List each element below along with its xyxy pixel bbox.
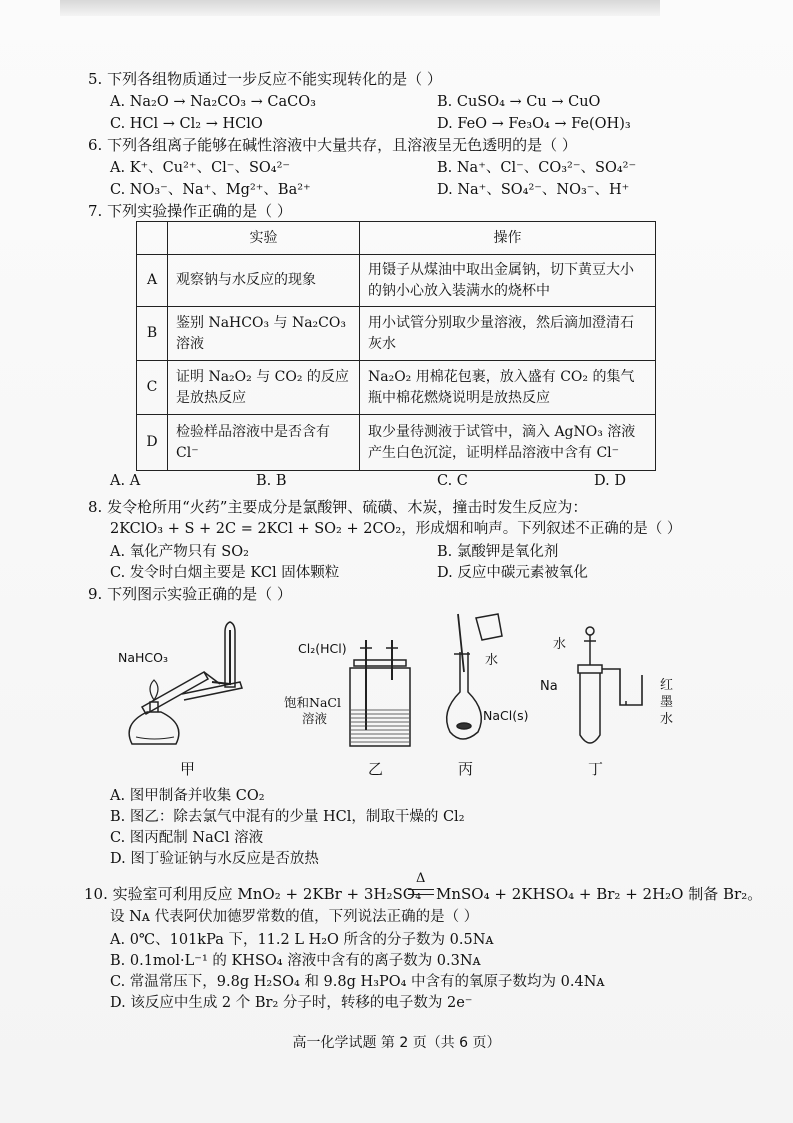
fig2-solution-label-2: 溶液 [302,711,328,726]
q10-stem-pre: 10. 实验室可利用反应 MnO₂ + 2KBr + 3H₂SO₄ [84,885,422,903]
q9-option-a: A. 图甲制备并收集 CO₂ [110,788,265,804]
fig4-name: 丁 [588,760,604,778]
q7-option-b: B. B [256,473,287,489]
fig3-solid-label: NaCl(s) [483,708,529,723]
fig3-water-label: 水 [485,653,499,668]
q7-option-d: D. D [594,473,626,489]
q6-option-c: C. NO₃⁻、Na⁺、Mg²⁺、Ba²⁺ [110,182,311,198]
fig4-ink-label-1: 红 [660,678,674,693]
q9-option-d: D. 图丁验证钠与水反应是否放热 [110,851,319,867]
fig4-ink-label-3: 水 [660,712,674,727]
q5-option-c: C. HCl → Cl₂ → HClO [110,116,263,132]
row-experiment: 观察钠与水反应的现象 [168,255,360,307]
q10-equals-line [408,889,434,895]
q8-option-b: B. 氯酸钾是氧化剂 [437,544,559,560]
q10-option-d: D. 该反应中生成 2 个 Br₂ 分子时，转移的电子数为 2e⁻ [110,995,473,1011]
fig4-water-label: 水 [553,637,567,652]
table-header-blank [137,222,168,255]
row-label: C [137,361,168,415]
row-label: D [137,415,168,471]
q10-option-c: C. 常温常压下，9.8g H₂SO₄ 和 9.8g H₃PO₄ 中含有的氧原子数均为 0.4Nᴀ [110,974,605,990]
row-experiment: 检验样品溶液中是否含有 Cl⁻ [168,415,360,471]
q6-option-d: D. Na⁺、SO₄²⁻、NO₃⁻、H⁺ [437,182,630,198]
table-row [137,255,656,307]
fig2-gas-label: Cl₂(HCl) [298,641,347,656]
row-experiment: 证明 Na₂O₂ 与 CO₂ 的反应是放热反应 [168,361,360,415]
q10-delta: Δ [416,871,426,886]
q10-stem-post: MnSO₄ + 2KHSO₄ + Br₂ + 2H₂O 制备 Br₂。 [436,885,763,903]
figure-jia-heating-apparatus [112,612,272,762]
row-experiment: 鉴别 NaHCO₃ 与 Na₂CO₃ 溶液 [168,307,360,361]
q7-option-a: A. A [110,473,141,489]
row-label: B [137,307,168,361]
q5-option-a: A. Na₂O → Na₂CO₃ → CaCO₃ [110,94,316,110]
q6-option-a: A. K⁺、Cu²⁺、Cl⁻、SO₄²⁻ [110,160,291,176]
q7-table [136,221,656,471]
q10-stem2: 设 Nᴀ 代表阿伏加德罗常数的值，下列说法正确的是（ ） [110,909,479,925]
q6-stem: 6. 下列各组离子能够在碱性溶液中大量共存，且溶液呈无色透明的是（ ） [88,136,577,154]
fig1-label-nahco3: NaHCO₃ [118,650,168,665]
table-row [137,415,656,471]
table-header-operation: 操作 [360,222,656,255]
q10-option-b: B. 0.1mol·L⁻¹ 的 KHSO₄ 溶液中含有的离子数为 0.3Nᴀ [110,953,481,969]
table-header-experiment: 实验 [168,222,360,255]
q5-stem: 5. 下列各组物质通过一步反应不能实现转化的是（ ） [88,70,442,88]
fig4-sodium-label: Na [540,679,558,694]
q8-option-c: C. 发令时白烟主要是 KCl 固体颗粒 [110,565,340,581]
page-edge-shadow [60,0,660,16]
row-operation: 取少量待测液于试管中，滴入 AgNO₃ 溶液产生白色沉淀，证明样品溶液中含有 Cl⁻ [360,415,656,471]
q6-option-b: B. Na⁺、Cl⁻、CO₃²⁻、SO₄²⁻ [437,160,637,176]
figure-ding-sodium-water-test [560,625,660,755]
table-header-row [137,222,656,255]
row-operation: Na₂O₂ 用棉花包裹，放入盛有 CO₂ 的集气瓶中棉花燃烧说明是放热反应 [360,361,656,415]
figure-yi-gas-washing-bottle [340,640,420,750]
fig3-name: 丙 [458,760,474,778]
q7-stem: 7. 下列实验操作正确的是（ ） [88,202,292,220]
q8-option-d: D. 反应中碳元素被氧化 [437,565,588,581]
fig1-name: 甲 [180,760,196,778]
fig2-solution-label-1: 饱和NaCl [284,695,341,710]
q8-stem: 8. 发令枪所用“火药”主要成分是氯酸钾、硫磺、木炭，撞击时发生反应为： [88,498,588,516]
q9-stem: 9. 下列图示实验正确的是（ ） [88,585,292,603]
q9-option-b: B. 图乙：除去氯气中混有的少量 HCl，制取干燥的 Cl₂ [110,809,465,825]
q5-option-d: D. FeO → Fe₃O₄ → Fe(OH)₃ [437,116,631,132]
row-label: A [137,255,168,307]
page-footer: 高一化学试题 第 2 页（共 6 页） [292,1035,501,1051]
row-operation: 用镊子从煤油中取出金属钠，切下黄豆大小的钠小心放入装满水的烧杯中 [360,255,656,307]
table-row [137,307,656,361]
q5-option-b: B. CuSO₄ → Cu → CuO [437,94,601,110]
figure-bing-volumetric-flask [438,612,508,752]
q7-option-c: C. C [437,473,468,489]
fig2-name: 乙 [368,760,384,778]
q10-option-a: A. 0℃、101kPa 下，11.2 L H₂O 所含的分子数为 0.5Nᴀ [110,932,494,948]
q9-option-c: C. 图丙配制 NaCl 溶液 [110,830,264,846]
fig4-ink-label-2: 墨 [660,695,674,710]
q8-equation: 2KClO₃ + S + 2C = 2KCl + SO₂ + 2CO₂，形成烟和响声。下列叙述不正确的是（ ） [110,521,682,537]
row-operation: 用小试管分别取少量溶液，然后滴加澄清石灰水 [360,307,656,361]
table-row [137,361,656,415]
q8-option-a: A. 氧化产物只有 SO₂ [110,544,249,560]
